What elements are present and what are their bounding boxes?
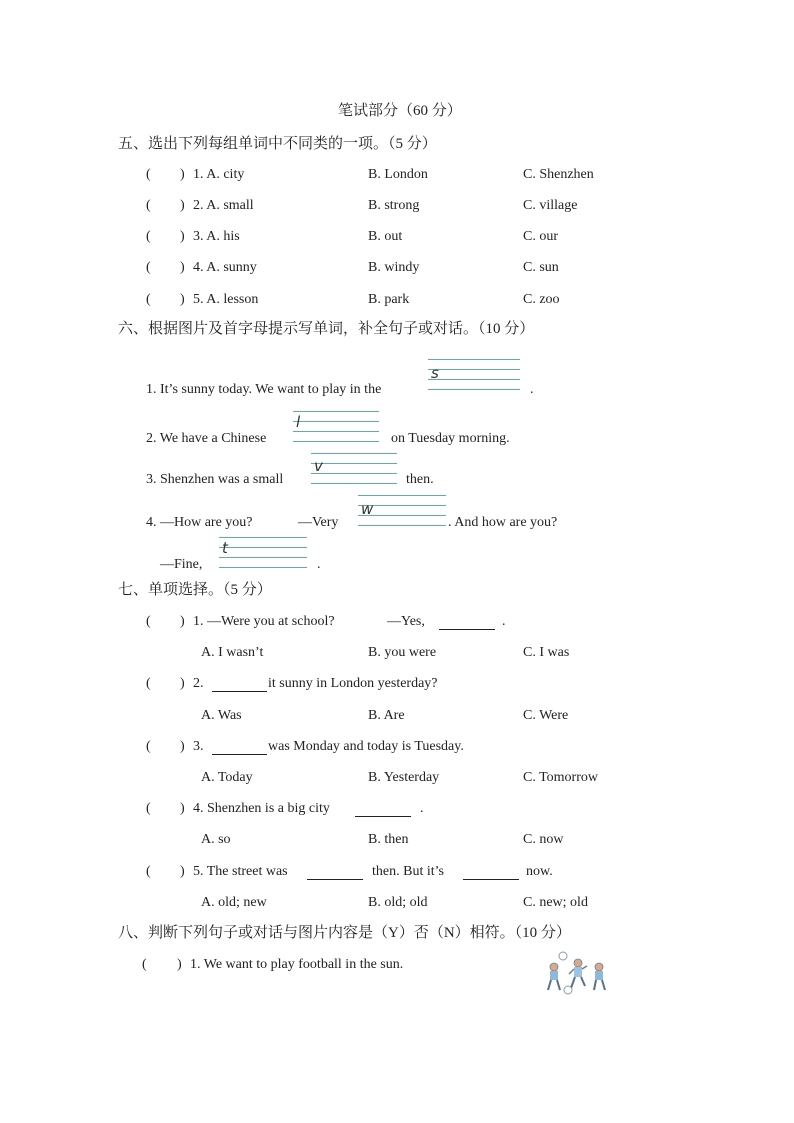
question-stem: 5. The street was [193, 864, 288, 879]
option-a: A. Was [201, 708, 242, 723]
question-stem: . [420, 801, 424, 816]
option-a: A. Today [201, 770, 253, 785]
answer-paren-open: ( [146, 198, 151, 213]
answer-paren-close: ) [177, 957, 182, 972]
answer-paren-open: ( [146, 292, 151, 307]
option-c: C. new; old [523, 895, 588, 910]
option-b: B. Are [368, 708, 405, 723]
option-c: C. zoo [523, 292, 560, 307]
option-c: C. Shenzhen [523, 167, 594, 182]
question-text: then. [406, 472, 434, 487]
option-b: B. Yesterday [368, 770, 440, 785]
option-c: C. our [523, 229, 558, 244]
question-stem: . [502, 614, 506, 629]
question-stem: was Monday and today is Tuesday. [268, 739, 464, 754]
answer-blank[interactable] [355, 816, 411, 817]
option-b: B. out [368, 229, 403, 244]
option-b: B. old; old [368, 895, 428, 910]
initial-letter-hint: w [361, 500, 374, 518]
answer-blank[interactable] [307, 879, 363, 880]
question-stem: 2. [193, 676, 204, 691]
four-line-writing-box[interactable] [428, 359, 520, 391]
question-text: —Fine, [160, 557, 203, 572]
answer-blank[interactable] [439, 629, 495, 630]
section-seven-heading: 七、单项选择。（5 分） [118, 582, 272, 598]
option-b: B. windy [368, 260, 420, 275]
question-text: 3. Shenzhen was a small [146, 472, 284, 487]
answer-paren-close: ) [180, 676, 185, 691]
question-stem: it sunny in London yesterday? [268, 676, 438, 691]
answer-paren-close: ) [180, 167, 185, 182]
page-title: 笔试部分（60 分） [338, 103, 462, 119]
initial-letter-hint: l [296, 413, 301, 431]
answer-paren-close: ) [180, 739, 185, 754]
option-a: 2. A. small [193, 198, 254, 213]
option-a: A. I wasn’t [201, 645, 264, 660]
section-six-heading: 六、根据图片及首字母提示写单词，补全句子或对话。（10 分） [118, 321, 535, 337]
option-c: C. Tomorrow [523, 770, 598, 785]
answer-paren-close: ) [180, 801, 185, 816]
answer-paren-open: ( [146, 801, 151, 816]
question-text: 1. It’s sunny today. We want to play in the [146, 382, 382, 397]
answer-paren-close: ) [180, 864, 185, 879]
answer-paren-open: ( [146, 864, 151, 879]
answer-blank[interactable] [212, 691, 267, 692]
question-text: . [530, 382, 534, 397]
question-text: 2. We have a Chinese [146, 431, 267, 446]
answer-paren-open: ( [142, 957, 147, 972]
answer-paren-open: ( [146, 229, 151, 244]
question-text: —Very [298, 515, 339, 530]
question-text: 1. We want to play football in the sun. [190, 957, 404, 972]
four-line-writing-box[interactable] [358, 495, 446, 527]
answer-paren-open: ( [146, 614, 151, 629]
answer-paren-close: ) [180, 198, 185, 213]
option-b: B. you were [368, 645, 437, 660]
question-text: . [317, 557, 321, 572]
question-text: on Tuesday morning. [391, 431, 510, 446]
question-text: 4. —How are you? [146, 515, 253, 530]
answer-blank[interactable] [212, 754, 267, 755]
answer-paren-open: ( [146, 676, 151, 691]
answer-paren-open: ( [146, 167, 151, 182]
option-a: A. so [201, 832, 231, 847]
four-line-writing-box[interactable] [219, 537, 307, 569]
question-stem: 4. Shenzhen is a big city [193, 801, 330, 816]
option-c: C. I was [523, 645, 570, 660]
initial-letter-hint: v [314, 457, 323, 475]
answer-paren-close: ) [180, 292, 185, 307]
option-a: 4. A. sunny [193, 260, 257, 275]
question-text: . And how are you? [448, 515, 558, 530]
answer-blank[interactable] [463, 879, 519, 880]
question-stem: 1. —Were you at school? [193, 614, 335, 629]
initial-letter-hint: t [222, 539, 228, 557]
answer-paren-open: ( [146, 739, 151, 754]
option-a: 1. A. city [193, 167, 245, 182]
question-stem: then. But it’s [372, 864, 444, 879]
option-c: C. village [523, 198, 578, 213]
option-c: C. now [523, 832, 564, 847]
option-a: A. old; new [201, 895, 267, 910]
answer-paren-close: ) [180, 260, 185, 275]
four-line-writing-box[interactable] [293, 411, 379, 443]
question-stem: —Yes, [387, 614, 425, 629]
option-a: 5. A. lesson [193, 292, 259, 307]
four-line-writing-box[interactable] [311, 453, 397, 485]
option-b: B. London [368, 167, 428, 182]
section-eight-heading: 八、判断下列句子或对话与图片内容是（Y）否（N）相符。（10 分） [118, 925, 571, 941]
option-c: C. sun [523, 260, 559, 275]
kids-playing-football-illustration [540, 950, 612, 996]
question-stem: now. [526, 864, 553, 879]
answer-paren-open: ( [146, 260, 151, 275]
section-five-heading: 五、选出下列每组单词中不同类的一项。（5 分） [118, 136, 437, 152]
option-c: C. Were [523, 708, 569, 723]
answer-paren-close: ) [180, 229, 185, 244]
option-a: 3. A. his [193, 229, 240, 244]
answer-paren-close: ) [180, 614, 185, 629]
option-b: B. then [368, 832, 409, 847]
question-stem: 3. [193, 739, 204, 754]
option-b: B. park [368, 292, 410, 307]
initial-letter-hint: s [431, 364, 439, 382]
option-b: B. strong [368, 198, 420, 213]
